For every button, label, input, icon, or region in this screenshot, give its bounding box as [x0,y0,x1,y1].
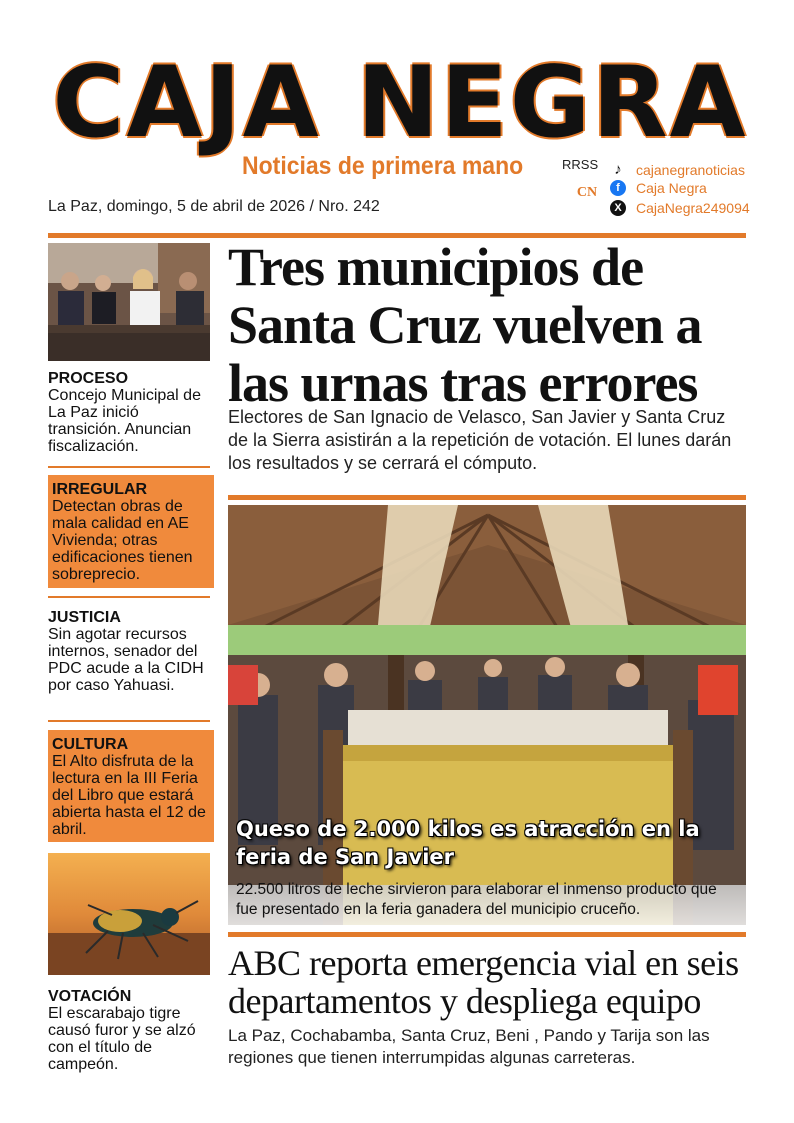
social-handle: CajaNegra249094 [636,200,750,216]
social-tiktok[interactable] [610,162,745,178]
brief-proceso[interactable] [48,370,214,455]
masthead-tagline: Noticias de primera mano [242,152,524,180]
second-deck: La Paz, Cochabamba, Santa Cruz, Beni , Pando y Tarija son las regiones que tienen interrumpidas algunas carreteras. [228,1026,710,1067]
lead-headline[interactable]: Tres municipios de Santa Cruz vuelven a las urnas tras errores [228,237,702,413]
brief-text: Detectan obras de mala calidad en AE Vivienda; otras edificaciones tienen sobreprecio. [52,498,193,583]
social-handle: cajanegranoticias [636,162,745,178]
brief-kicker: CULTURA [52,736,129,753]
dateline: La Paz, domingo, 5 de abril de 2026 / Nro. 242 [48,198,380,215]
feature-title[interactable]: Queso de 2.000 kilos es atracción en la feria de San Javier [236,817,700,869]
feature-rule [228,495,746,500]
social-handle: Caja Negra [636,180,707,196]
brief-text: Sin agotar recursos internos, senador del PDC acude a la CIDH por caso Yahuasi. [48,626,204,694]
cn-logo: CN [576,185,598,200]
second-headline[interactable]: ABC reporta emergencia vial en seis departamentos y despliega equipo [228,943,739,1021]
sidebar-divider [48,466,210,468]
sidebar-divider [48,596,210,598]
rrss-label: RRSS [562,157,599,172]
brief-irregular[interactable] [48,475,214,588]
photo-tiger-beetle [48,853,210,975]
lead-deck: Electores de San Ignacio de Velasco, San Javier y Santa Cruz de la Sierra asistirán a la repetición de votación. El lunes darán los resultados y se cerrará el cómputo. [228,407,732,473]
sidebar-divider [48,720,210,722]
tiktok-icon: ♪ [614,161,622,178]
facebook-icon: f [610,180,626,196]
masthead-title: CAJA NEGRA [52,46,748,160]
second-rule [228,932,746,937]
x-icon: X [610,200,626,216]
brief-justicia[interactable] [48,609,214,694]
brief-kicker: JUSTICIA [48,609,121,626]
social-facebook[interactable] [610,180,707,196]
brief-kicker: VOTACIÓN [48,988,132,1005]
brief-text: El Alto disfruta de la lectura en la III Feria del Libro que estará abierta hasta el 12 de abril. [52,753,206,838]
brief-text: El escarabajo tigre causó furor y se alzó con el título de campeón. [48,1005,196,1073]
brief-kicker: PROCESO [48,370,129,387]
photo-council-meeting [48,243,210,361]
feature-caption: 22.500 litros de leche sirvieron para elaborar el inmenso producto que fue presentado en la feria ganadera del municipio cruceño. [236,881,717,918]
brief-cultura[interactable] [48,730,214,842]
social-x[interactable] [610,200,750,216]
brief-text: Concejo Municipal de La Paz inició transición. Anuncian fiscalización. [48,387,201,455]
brief-kicker: IRREGULAR [52,481,148,498]
brief-votacion[interactable] [48,988,214,1073]
